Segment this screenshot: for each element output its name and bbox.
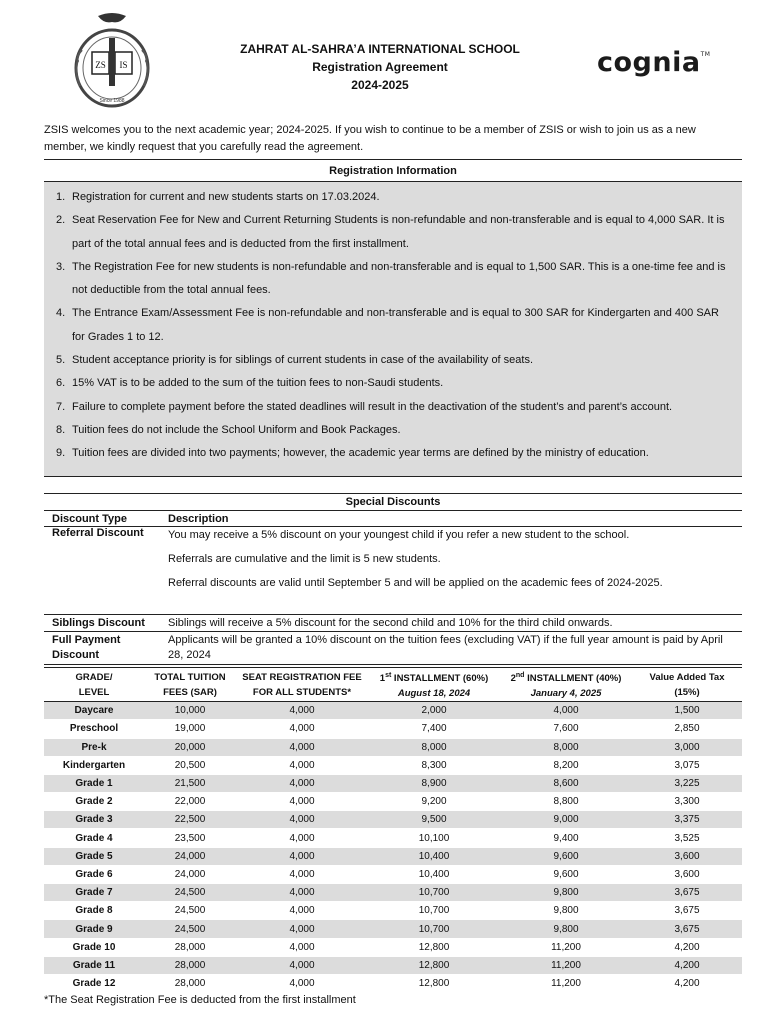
- fee-value-cell: 8,000: [500, 738, 632, 756]
- fee-value-cell: 10,400: [368, 865, 500, 883]
- fee-value-cell: 3,375: [632, 811, 742, 829]
- fee-grade-cell: Grade 7: [44, 884, 144, 902]
- fee-value-cell: 22,500: [144, 811, 236, 829]
- fee-row: [44, 774, 742, 792]
- registration-info-section: [44, 159, 742, 477]
- fee-value-cell: 10,000: [144, 702, 236, 720]
- fee-value-cell: 8,000: [368, 738, 500, 756]
- intro-paragraph: ZSIS welcomes you to the next academic year; 2024-2025. If you wish to continue to be a member of ZSIS or wish to join us as a new member, we kindly request that you carefully read the agreement.: [44, 124, 696, 153]
- fee-row: [44, 956, 742, 974]
- fee-value-cell: 8,600: [500, 774, 632, 792]
- fee-grade-cell: Grade 12: [44, 974, 144, 992]
- fee-value-cell: 20,500: [144, 756, 236, 774]
- school-seal-logo: [68, 10, 156, 110]
- registration-item: 2. Seat Reservation Fee for New and Current Returning Students is non-refundable and non-transferable and is equal to 4,000 SAR. It is part of the total annual fees and is deducted from the first installment.: [56, 214, 725, 250]
- seal-since: Since 1988: [99, 98, 125, 104]
- fee-value-cell: 10,700: [368, 902, 500, 920]
- registration-item: 4. The Entrance Exam/Assessment Fee is non-refundable and non-transferable and is equal to 300 SAR for Kindergarten and 400 SAR for Grades 1 to 12.: [56, 307, 719, 343]
- fee-value-cell: 10,100: [368, 829, 500, 847]
- fee-row: [44, 865, 742, 883]
- referral-discount-desc: You may receive a 5% discount on your youngest child if you refer a new student to the school. Referrals are cumulative and the limit is 5 new students. Referral discounts are valid until September 5 and will be applied on the academic fees of 2024-2025.: [168, 529, 663, 589]
- fee-grade-cell: Preschool: [44, 720, 144, 738]
- fee-value-cell: 4,000: [236, 702, 368, 720]
- registration-item: 6. 15% VAT is to be added to the sum of the tuition fees to non-Saudi students.: [56, 377, 444, 390]
- cognia-wordmark: cognia: [597, 47, 701, 78]
- fee-grade-cell: Grade 1: [44, 774, 144, 792]
- fee-value-cell: 4,000: [236, 847, 368, 865]
- fee-row: [44, 920, 742, 938]
- fee-value-cell: 3,600: [632, 847, 742, 865]
- fee-value-cell: 9,500: [368, 811, 500, 829]
- fee-value-cell: 8,300: [368, 756, 500, 774]
- th-installment-2: 2nd INSTALLMENT (40%) January 4, 2025: [500, 668, 632, 702]
- registration-heading: Registration Information: [44, 160, 742, 182]
- fee-value-cell: 24,500: [144, 920, 236, 938]
- seal-letters-left: ZS: [95, 60, 106, 70]
- fee-value-cell: 11,200: [500, 938, 632, 956]
- fee-value-cell: 3,300: [632, 793, 742, 811]
- fee-value-cell: 1,500: [632, 702, 742, 720]
- fee-value-cell: 4,000: [236, 956, 368, 974]
- fee-value-cell: 9,000: [500, 811, 632, 829]
- fee-value-cell: 3,525: [632, 829, 742, 847]
- registration-item: 7. Failure to complete payment before the stated deadlines will result in the deactivation of the student’s and parent’s account.: [56, 400, 673, 413]
- fee-value-cell: 11,200: [500, 974, 632, 992]
- fee-value-cell: 3,675: [632, 920, 742, 938]
- fee-grade-cell: Grade 4: [44, 829, 144, 847]
- fee-value-cell: 2,000: [368, 702, 500, 720]
- cognia-logo: [597, 47, 710, 78]
- document-title: Registration Agreement: [312, 60, 448, 74]
- fee-row: [44, 793, 742, 811]
- fee-value-cell: 9,800: [500, 920, 632, 938]
- th-total-tuition: TOTAL TUITION FEES (SAR): [144, 668, 236, 702]
- registration-list: [44, 182, 742, 466]
- fee-row: [44, 738, 742, 756]
- fee-value-cell: 28,000: [144, 974, 236, 992]
- fee-value-cell: 3,675: [632, 902, 742, 920]
- fee-value-cell: 9,400: [500, 829, 632, 847]
- fee-value-cell: 12,800: [368, 956, 500, 974]
- full-payment-discount-type: Full Payment Discount: [52, 634, 121, 661]
- fee-value-cell: 8,200: [500, 756, 632, 774]
- document-header: [0, 0, 770, 115]
- school-name: ZAHRAT AL-SAHRA’A INTERNATIONAL SCHOOL: [240, 42, 520, 56]
- fee-value-cell: 20,000: [144, 738, 236, 756]
- full-payment-discount-desc: Applicants will be granted a 10% discount on the tuition fees (excluding VAT) if the full year amount is paid by April 28, 2024: [168, 634, 723, 661]
- registration-item: 5. Student acceptance priority is for siblings of current students in case of the availability of seats.: [56, 354, 534, 367]
- fee-value-cell: 12,800: [368, 974, 500, 992]
- fee-value-cell: 4,000: [236, 720, 368, 738]
- fee-grade-cell: Grade 9: [44, 920, 144, 938]
- fee-value-cell: 4,200: [632, 974, 742, 992]
- fee-value-cell: 3,000: [632, 738, 742, 756]
- academic-year: 2024-2025: [351, 78, 409, 92]
- fee-row: [44, 884, 742, 902]
- fee-value-cell: 4,000: [236, 811, 368, 829]
- fee-value-cell: 4,000: [236, 738, 368, 756]
- fee-grade-cell: Grade 5: [44, 847, 144, 865]
- registration-item: 1. Registration for current and new students starts on 17.03.2024.: [56, 191, 380, 203]
- fee-value-cell: 12,800: [368, 938, 500, 956]
- discounts-column-header: [44, 511, 742, 527]
- fee-grade-cell: Grade 11: [44, 956, 144, 974]
- fee-value-cell: 4,000: [236, 829, 368, 847]
- fee-grade-cell: Grade 8: [44, 902, 144, 920]
- fee-value-cell: 23,500: [144, 829, 236, 847]
- discounts-heading: Special Discounts: [44, 494, 742, 511]
- th-vat: Value Added Tax (15%): [632, 668, 742, 702]
- tuition-fees-table: [44, 667, 742, 993]
- registration-item: 3. The Registration Fee for new students is non-refundable and non-transferable and is equal to 1,500 SAR. This is a one-time fee and is not deductible from the total annual fees.: [56, 260, 726, 297]
- fee-grade-cell: Grade 6: [44, 865, 144, 883]
- fee-value-cell: 24,500: [144, 884, 236, 902]
- fee-row: [44, 938, 742, 956]
- fee-value-cell: 9,800: [500, 884, 632, 902]
- fee-value-cell: 8,900: [368, 774, 500, 792]
- fee-value-cell: 8,800: [500, 793, 632, 811]
- fee-value-cell: 7,600: [500, 720, 632, 738]
- fee-value-cell: 11,200: [500, 956, 632, 974]
- fee-value-cell: 10,400: [368, 847, 500, 865]
- fee-value-cell: 28,000: [144, 956, 236, 974]
- registration-item: 9. Tuition fees are divided into two payments; however, the academic year terms are defined by the ministry of education.: [56, 447, 649, 460]
- fee-value-cell: 4,000: [236, 865, 368, 883]
- special-discounts-section: [44, 493, 742, 665]
- fee-row: [44, 811, 742, 829]
- fee-value-cell: 4,000: [236, 884, 368, 902]
- fee-value-cell: 4,000: [236, 902, 368, 920]
- fee-value-cell: 24,000: [144, 847, 236, 865]
- col-discount-type: Discount Type: [52, 513, 127, 525]
- fee-value-cell: 21,500: [144, 774, 236, 792]
- fee-value-cell: 10,700: [368, 884, 500, 902]
- fee-row: [44, 702, 742, 720]
- col-description: Description: [168, 513, 229, 525]
- fee-value-cell: 3,600: [632, 865, 742, 883]
- fee-value-cell: 9,200: [368, 793, 500, 811]
- registration-item: 8. Tuition fees do not include the School Uniform and Book Packages.: [56, 423, 401, 436]
- fee-value-cell: 4,000: [236, 938, 368, 956]
- fee-value-cell: 2,850: [632, 720, 742, 738]
- fee-value-cell: 9,800: [500, 902, 632, 920]
- fee-value-cell: 28,000: [144, 938, 236, 956]
- title-block: [200, 40, 560, 94]
- th-grade: GRADE/ LEVEL: [44, 668, 144, 702]
- cognia-trademark: TM: [700, 51, 711, 58]
- siblings-discount-type: Siblings Discount: [52, 617, 145, 629]
- fee-grade-cell: Kindergarten: [44, 756, 144, 774]
- fee-value-cell: 3,225: [632, 774, 742, 792]
- fee-grade-cell: Grade 2: [44, 793, 144, 811]
- fee-value-cell: 7,400: [368, 720, 500, 738]
- seal-letters-right: IS: [119, 60, 128, 70]
- fees-header-row: [44, 668, 742, 702]
- fee-value-cell: 24,500: [144, 902, 236, 920]
- fee-value-cell: 4,000: [236, 974, 368, 992]
- siblings-discount-row: [44, 615, 742, 632]
- th-seat-fee: SEAT REGISTRATION FEE FOR ALL STUDENTS*: [236, 668, 368, 702]
- fee-value-cell: 4,000: [500, 702, 632, 720]
- referral-discount-row: [44, 527, 742, 615]
- siblings-discount-desc: Siblings will receive a 5% discount for the second child and 10% for the third child onwards.: [168, 617, 613, 629]
- fee-value-cell: 4,000: [236, 756, 368, 774]
- fee-value-cell: 4,000: [236, 920, 368, 938]
- fee-value-cell: 22,000: [144, 793, 236, 811]
- fee-grade-cell: Pre-k: [44, 738, 144, 756]
- fee-row: [44, 974, 742, 992]
- fee-grade-cell: Grade 10: [44, 938, 144, 956]
- fee-value-cell: 9,600: [500, 847, 632, 865]
- fee-value-cell: 19,000: [144, 720, 236, 738]
- fee-value-cell: 4,000: [236, 774, 368, 792]
- fee-grade-cell: Grade 3: [44, 811, 144, 829]
- fee-grade-cell: Daycare: [44, 702, 144, 720]
- fee-row: [44, 829, 742, 847]
- fee-value-cell: 4,200: [632, 956, 742, 974]
- fee-value-cell: 4,200: [632, 938, 742, 956]
- th-installment-1: 1st INSTALLMENT (60%) August 18, 2024: [368, 668, 500, 702]
- fee-row: [44, 847, 742, 865]
- fee-value-cell: 4,000: [236, 793, 368, 811]
- referral-discount-type: Referral Discount: [52, 527, 144, 539]
- fee-value-cell: 9,600: [500, 865, 632, 883]
- fee-row: [44, 720, 742, 738]
- footnote: *The Seat Registration Fee is deducted from the first installment: [44, 994, 356, 1006]
- fee-value-cell: 24,000: [144, 865, 236, 883]
- fees-body: [44, 702, 742, 993]
- fee-value-cell: 3,675: [632, 884, 742, 902]
- fee-row: [44, 756, 742, 774]
- fee-row: [44, 902, 742, 920]
- fee-value-cell: 3,075: [632, 756, 742, 774]
- fee-value-cell: 10,700: [368, 920, 500, 938]
- full-payment-discount-row: [44, 632, 742, 664]
